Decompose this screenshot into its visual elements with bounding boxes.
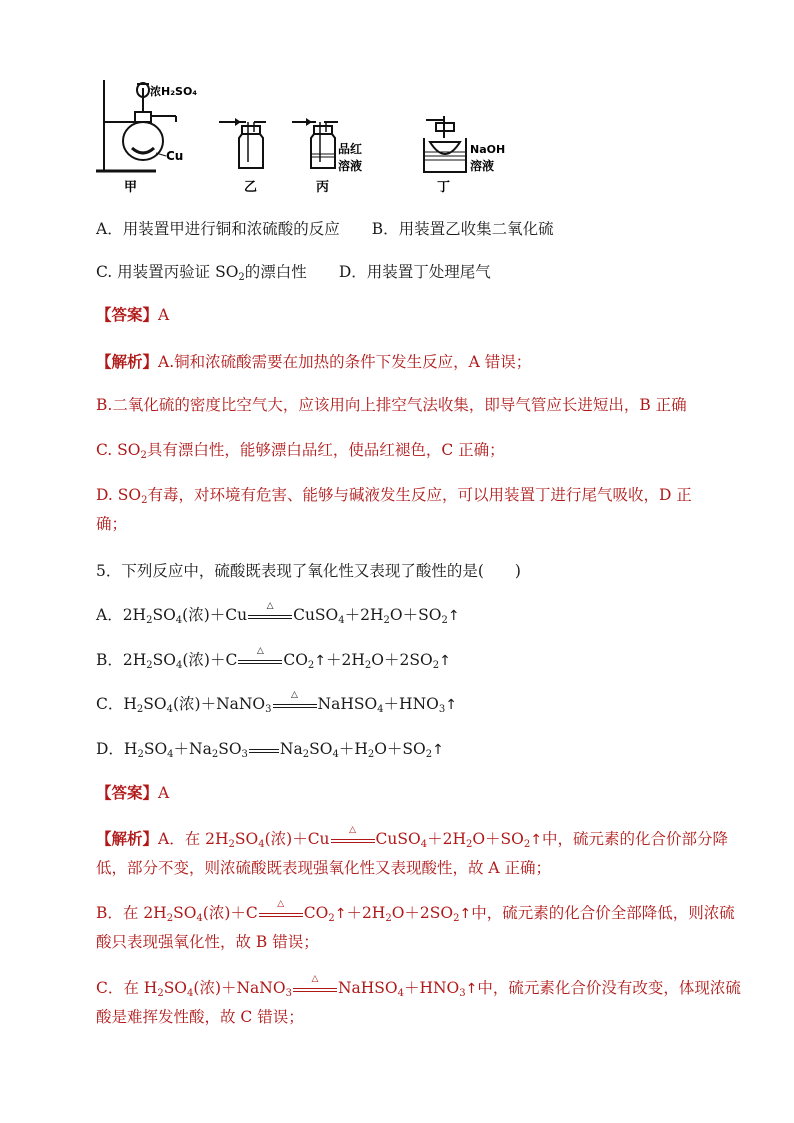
naoh-label-2: 溶液: [470, 159, 495, 173]
q4-options-row2: [96, 262, 491, 282]
q4-option-c: C. 用装置丙验证 $SO_2$的漂白性: [96, 263, 307, 283]
q4-option-d: D．用装置丁处理尾气: [338, 263, 491, 281]
q5-option-d: D．$H_2SO_4+Na_2SO_3$ $Na_2SO_4+H_2O+SO_2↑$: [96, 740, 444, 760]
naoh-label-1: NaOH: [470, 143, 506, 156]
q5-analysis-a-cont: 低，部分不变，则浓硫酸既表现强氧化性又表现酸性，故 A 正确；: [96, 859, 552, 877]
q5-option-c: C．$H_2SO_4$(浓)＋NaNO$_3$ △ $NaHSO_4+HNO_3↑$: [96, 690, 457, 715]
pinhong-label-1: 品红: [338, 142, 363, 156]
q5-analysis-b-cont: 酸只表现强氧化性，故 B 错误；: [96, 933, 319, 951]
q5-option-a: A．$2H_2SO_4$(浓)＋Cu △ $CuSO_4+2H_2O+SO_2↑$: [96, 601, 460, 626]
q4-analysis-c: C. $SO_2$具有漂白性，能够漂白品红，使品红褪色，C 正确；: [96, 441, 505, 461]
q5-analysis-b: B．在 $2H_2SO_4$(浓)＋C △ $CO_2↑+2H_2O+2SO_2↑$中，硫元素的化合价全部降低，则浓硫: [96, 899, 735, 924]
pinhong-label-2: 溶液: [338, 159, 363, 173]
q4-option-a: A．用装置甲进行铜和浓硫酸的反应: [96, 220, 340, 238]
q5-option-b: B．$2H_2SO_4$(浓)＋C △ $CO_2↑+2H_2O+2SO_2↑$: [96, 646, 451, 671]
q5-analysis-c-cont: 酸是难挥发性酸，故 C 错误；: [96, 1008, 304, 1026]
apparatus-figure: [96, 76, 516, 196]
label-jia: 甲: [124, 180, 138, 195]
acid-label: 浓H₂SO₄: [150, 85, 198, 98]
q4-option-b: B．用装置乙收集二氧化硫: [371, 220, 554, 238]
label-bing: 丙: [316, 180, 330, 195]
q4-answer: 【答案】A: [96, 305, 170, 324]
q4-options-row1: [96, 219, 554, 239]
q5-answer: 【答案】A: [96, 783, 170, 802]
label-yi: 乙: [244, 180, 258, 195]
q5-stem: 5．下列反应中，硫酸既表现了氧化性又表现了酸性的是( ): [96, 562, 521, 580]
cu-label: Cu: [166, 149, 184, 163]
q5-analysis-a: 【解析】A．在 $2H_2SO_4$(浓)＋Cu △ $CuSO_4+2H_2O+SO_2↑$中，硫元素的化合价部分降: [96, 825, 729, 850]
q4-analysis-b: B.二氧化硫的密度比空气大，应该用向上排空气法收集，即导气管应长进短出，B 正确: [96, 396, 687, 414]
label-ding: 丁: [437, 180, 451, 195]
q4-analysis-d-cont: 确；: [96, 515, 128, 533]
q4-analysis-a: 【解析】A.铜和浓硫酸需要在加热的条件下发生反应，A 错误；: [96, 352, 532, 371]
q4-analysis-d: D. $SO_2$有毒，对环境有危害、能够与碱液发生反应，可以用装置丁进行尾气吸收，D 正: [96, 486, 692, 506]
q5-analysis-c: C．在 $H_2SO_4$(浓)＋NaNO$_3$ △ $NaHSO_4+HNO_3↑$中，硫元素化合价没有改变，体现浓硫: [96, 974, 741, 999]
